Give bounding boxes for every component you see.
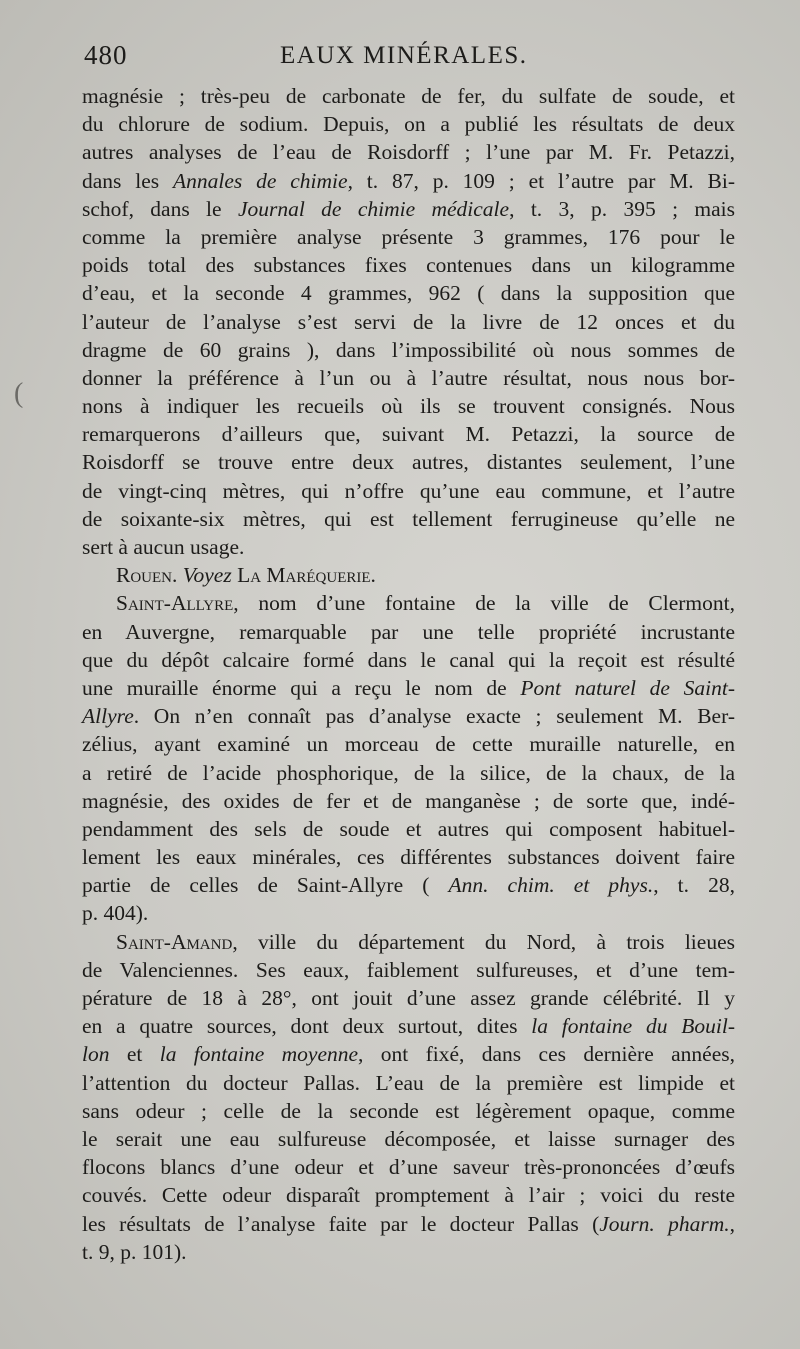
text-line [82,1097,735,1125]
text-segment: . [370,563,376,588]
entry-heading: Saint-Amand [116,929,233,954]
text-segment: dans les [82,168,173,193]
text-line [82,928,735,956]
text-line [82,195,735,223]
text-segment: en Auvergne, remarquable par une telle propriété incrustante [82,619,735,644]
text-segment: magnésie, des oxides de fer et de manganèse ; de sorte que, indé- [82,788,735,813]
text-segment: partie de celles de Saint-Allyre ( [82,873,449,898]
text-line [82,420,735,448]
text-segment: une muraille énorme qui a reçu le nom de [82,675,521,700]
text-line [82,336,735,364]
text-line [82,279,735,307]
text-line [82,984,735,1012]
text-line [82,843,735,871]
margin-bracket-mark: ( [14,378,24,409]
text-line [82,505,735,533]
italic-text: Pont naturel de Saint- [520,675,735,700]
text-line [82,618,735,646]
entry-heading: Saint-Allyre [116,591,234,616]
text-segment: nons à indiquer les recueils où ils se trouvent consignés. Nous [82,394,735,419]
text-line [82,533,735,561]
text-segment: de vingt-cinq mètres, qui n’offre qu’une eau commune, et l’autre [82,478,735,503]
text-segment: zélius, ayant examiné un morceau de cette muraille naturelle, en [82,732,735,757]
text-line [82,308,735,336]
text-segment: , ont fixé, dans ces dernière années, [358,1042,735,1067]
text-line [82,110,735,138]
text-segment: dragme de 60 grains ), dans l’impossibilité où nous sommes de [82,337,735,362]
italic-text: la fontaine moyenne [159,1042,359,1067]
text-line [82,251,735,279]
text-line [82,1040,735,1068]
text-segment: . On n’en connaît pas d’analyse exacte ; seulement M. Ber- [133,704,735,729]
text-segment: , [729,1211,735,1236]
text-line [82,448,735,476]
italic-text: Ann. chim. et phys. [448,873,654,898]
text-line [82,1153,735,1181]
italic-text: Allyre [82,704,134,729]
text-line [82,815,735,843]
text-line [82,1181,735,1209]
text-line [82,1210,735,1238]
italic-text: lon [82,1042,110,1067]
text-segment: en a quatre sources, dont deux surtout, dites [82,1014,532,1039]
text-segment: magnésie ; très-peu de carbonate de fer, du sulfate de soude, et [82,84,735,108]
entry-heading: La Maréquerie [237,563,371,588]
text-line [82,871,735,899]
text-line [82,1238,735,1266]
italic-text: la fontaine du Bouil- [531,1014,735,1039]
text-segment: a retiré de l’acide phosphorique, de la silice, de la chaux, de la [82,760,735,785]
text-line [82,392,735,420]
text-line [82,899,735,927]
text-line [82,477,735,505]
text-segment: lement les eaux minérales, ces différentes substances doivent faire [82,845,735,870]
text-line [82,589,735,617]
italic-text: Journ. pharm. [599,1211,730,1236]
running-head: EAUX MINÉRALES. [280,42,528,69]
italic-text: Annales de chimie [173,168,348,193]
italic-text: Voyez [182,563,232,588]
text-line [82,82,735,110]
text-segment: sert à aucun usage. [82,535,245,559]
text-segment: p. 404). [82,901,149,926]
text-segment: pérature de 18 à 28°, ont jouit d’une assez grande célébrité. Il y [82,986,735,1010]
text-line [82,1069,735,1097]
text-segment: , ville du département du Nord, à trois lieues [232,929,735,954]
text-segment: l’attention du docteur Pallas. L’eau de la première est limpide et [82,1070,735,1095]
page-header [84,40,744,80]
text-line [82,759,735,787]
text-segment: couvés. Cette odeur disparaît promptement à l’air ; voici du reste [82,1183,735,1208]
text-segment: , nom d’une fontaine de la ville de Clermont, [233,591,735,616]
text-segment: comme la première analyse présente 3 grammes, 176 pour le [82,224,735,249]
text-segment: le serait une eau sulfureuse décomposée, et laisse surnager des [82,1126,735,1151]
text-segment: les résultats de l’analyse faite par le docteur Pallas ( [82,1211,600,1236]
text-segment: t. 9, p. 101). [82,1239,187,1264]
text-line [82,138,735,166]
entry-heading: Rouen [116,563,173,588]
text-line [82,1125,735,1153]
text-line [82,223,735,251]
text-line [82,167,735,195]
text-segment: Roisdorff se trouve entre deux autres, distantes seulement, l’une [82,450,735,475]
text-segment: , t. 28, [653,873,735,898]
text-segment: sans odeur ; celle de la seconde est légèrement opaque, comme [82,1098,735,1123]
text-segment: schof, dans le [82,196,238,221]
text-line [82,1012,735,1040]
text-segment: et [109,1042,160,1067]
body-text [82,82,735,1266]
text-segment: pendamment des sels de soude et autres qui composent habituel- [82,816,735,841]
text-line [82,674,735,702]
text-line [82,646,735,674]
text-segment: autres analyses de l’eau de Roisdorff ; l’une par M. Fr. Petazzi, [82,140,735,165]
text-line [82,956,735,984]
text-segment: de soixante-six mètres, qui est tellement ferrugineuse qu’elle ne [82,506,735,531]
text-segment: de Valenciennes. Ses eaux, faiblement sulfureuses, et d’une tem- [82,957,735,982]
text-segment: , t. 87, p. 109 ; et l’autre par M. Bi- [347,168,736,193]
text-line [82,730,735,758]
text-segment: du chlorure de sodium. Depuis, on a publié les résultats de deux [82,112,735,137]
text-segment: donner la préférence à l’un ou à l’autre résultat, nous nous bor- [82,365,735,390]
text-segment: , t. 3, p. 395 ; mais [509,196,736,221]
text-line [82,561,735,589]
text-segment: l’auteur de l’analyse s’est servi de la livre de 12 onces et du [82,309,735,334]
text-line [82,702,735,730]
text-line [82,364,735,392]
text-segment: poids total des substances fixes contenues dans un kilogramme [82,253,735,278]
text-segment: d’eau, et la seconde 4 grammes, 962 ( dans la supposition que [82,281,735,306]
page-number: 480 [84,40,128,70]
text-segment: que du dépôt calcaire formé dans le canal qui la reçoit est résulté [82,647,735,672]
italic-text: Journal de chimie médicale [237,196,510,221]
text-segment: remarquerons d’ailleurs que, suivant M. Petazzi, la source de [82,422,735,447]
text-segment: flocons blancs d’une odeur et d’une saveur très-prononcées d’œufs [82,1155,735,1180]
text-line [82,787,735,815]
text-segment: . [172,563,183,588]
